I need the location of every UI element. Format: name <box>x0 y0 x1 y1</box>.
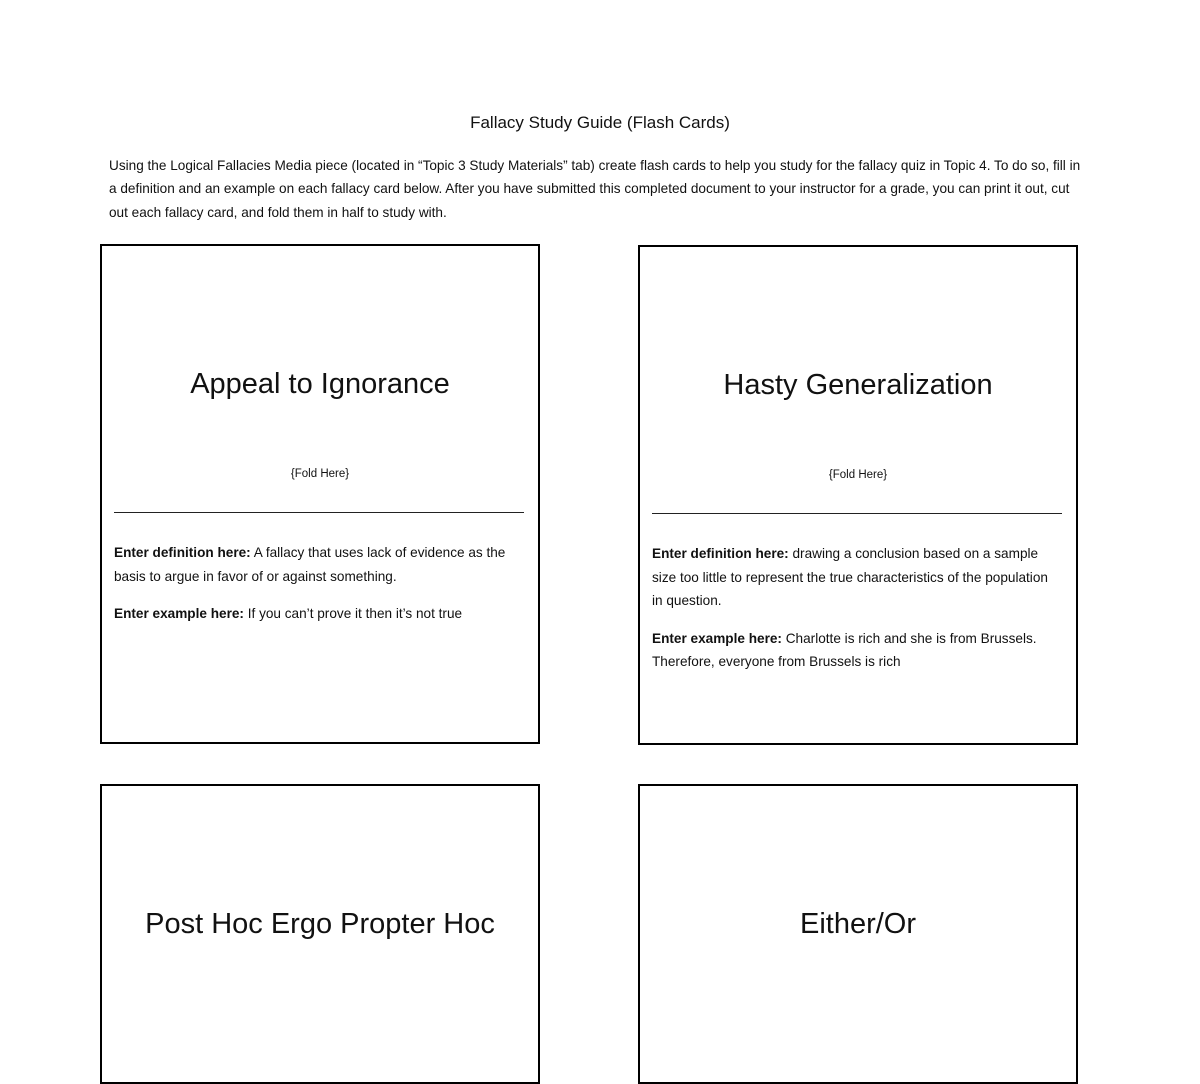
card-title: Appeal to Ignorance <box>190 368 450 400</box>
flash-card-appeal-to-ignorance <box>100 244 540 744</box>
example-text[interactable]: If you can’t prove it then it’s not true <box>247 606 463 621</box>
definition-label: Enter definition here: <box>114 545 251 560</box>
card-body <box>652 542 1060 688</box>
example-entry <box>114 602 522 626</box>
flash-card-either-or <box>638 784 1078 1084</box>
fold-line <box>114 512 524 513</box>
example-label: Enter example here: <box>652 630 782 646</box>
definition-text[interactable]: drawing a conclusion based on a sample size too little to represent the true characteristics of the population in question. <box>652 546 1048 608</box>
definition-entry <box>114 541 522 588</box>
definition-entry <box>652 542 1060 613</box>
fold-here-label: {Fold Here} <box>290 468 350 480</box>
card-title: Post Hoc Ergo Propter Hoc <box>145 908 495 940</box>
example-text[interactable]: Charlotte is rich and she is from Brussels. Therefore, everyone from Brussels is rich <box>652 630 1037 669</box>
fold-here-label: {Fold Here} <box>828 469 888 481</box>
example-entry <box>652 627 1060 674</box>
card-body <box>114 541 522 640</box>
instructions-paragraph: Using the Logical Fallacies Media piece (located in “Topic 3 Study Materials” tab) create flash cards to help you study for the fallacy quiz in Topic 4. To do so, fill in a definition and an example on each fallacy card below. After you have submitted this completed document to your instructor for a grade, you can print it out, cut out each fallacy card, and fold them in half to study with. <box>109 158 1081 220</box>
fold-line <box>652 513 1062 514</box>
definition-text[interactable]: A fallacy that uses lack of evidence as the basis to argue in favor of or against something. <box>114 545 506 584</box>
card-title: Hasty Generalization <box>723 369 993 401</box>
card-title: Either/Or <box>799 908 917 940</box>
flash-card-hasty-generalization <box>638 245 1078 745</box>
definition-label: Enter definition here: <box>652 546 789 561</box>
flash-card-post-hoc <box>100 784 540 1084</box>
page-title: Fallacy Study Guide (Flash Cards) <box>470 113 730 132</box>
example-label: Enter example here: <box>114 606 244 621</box>
